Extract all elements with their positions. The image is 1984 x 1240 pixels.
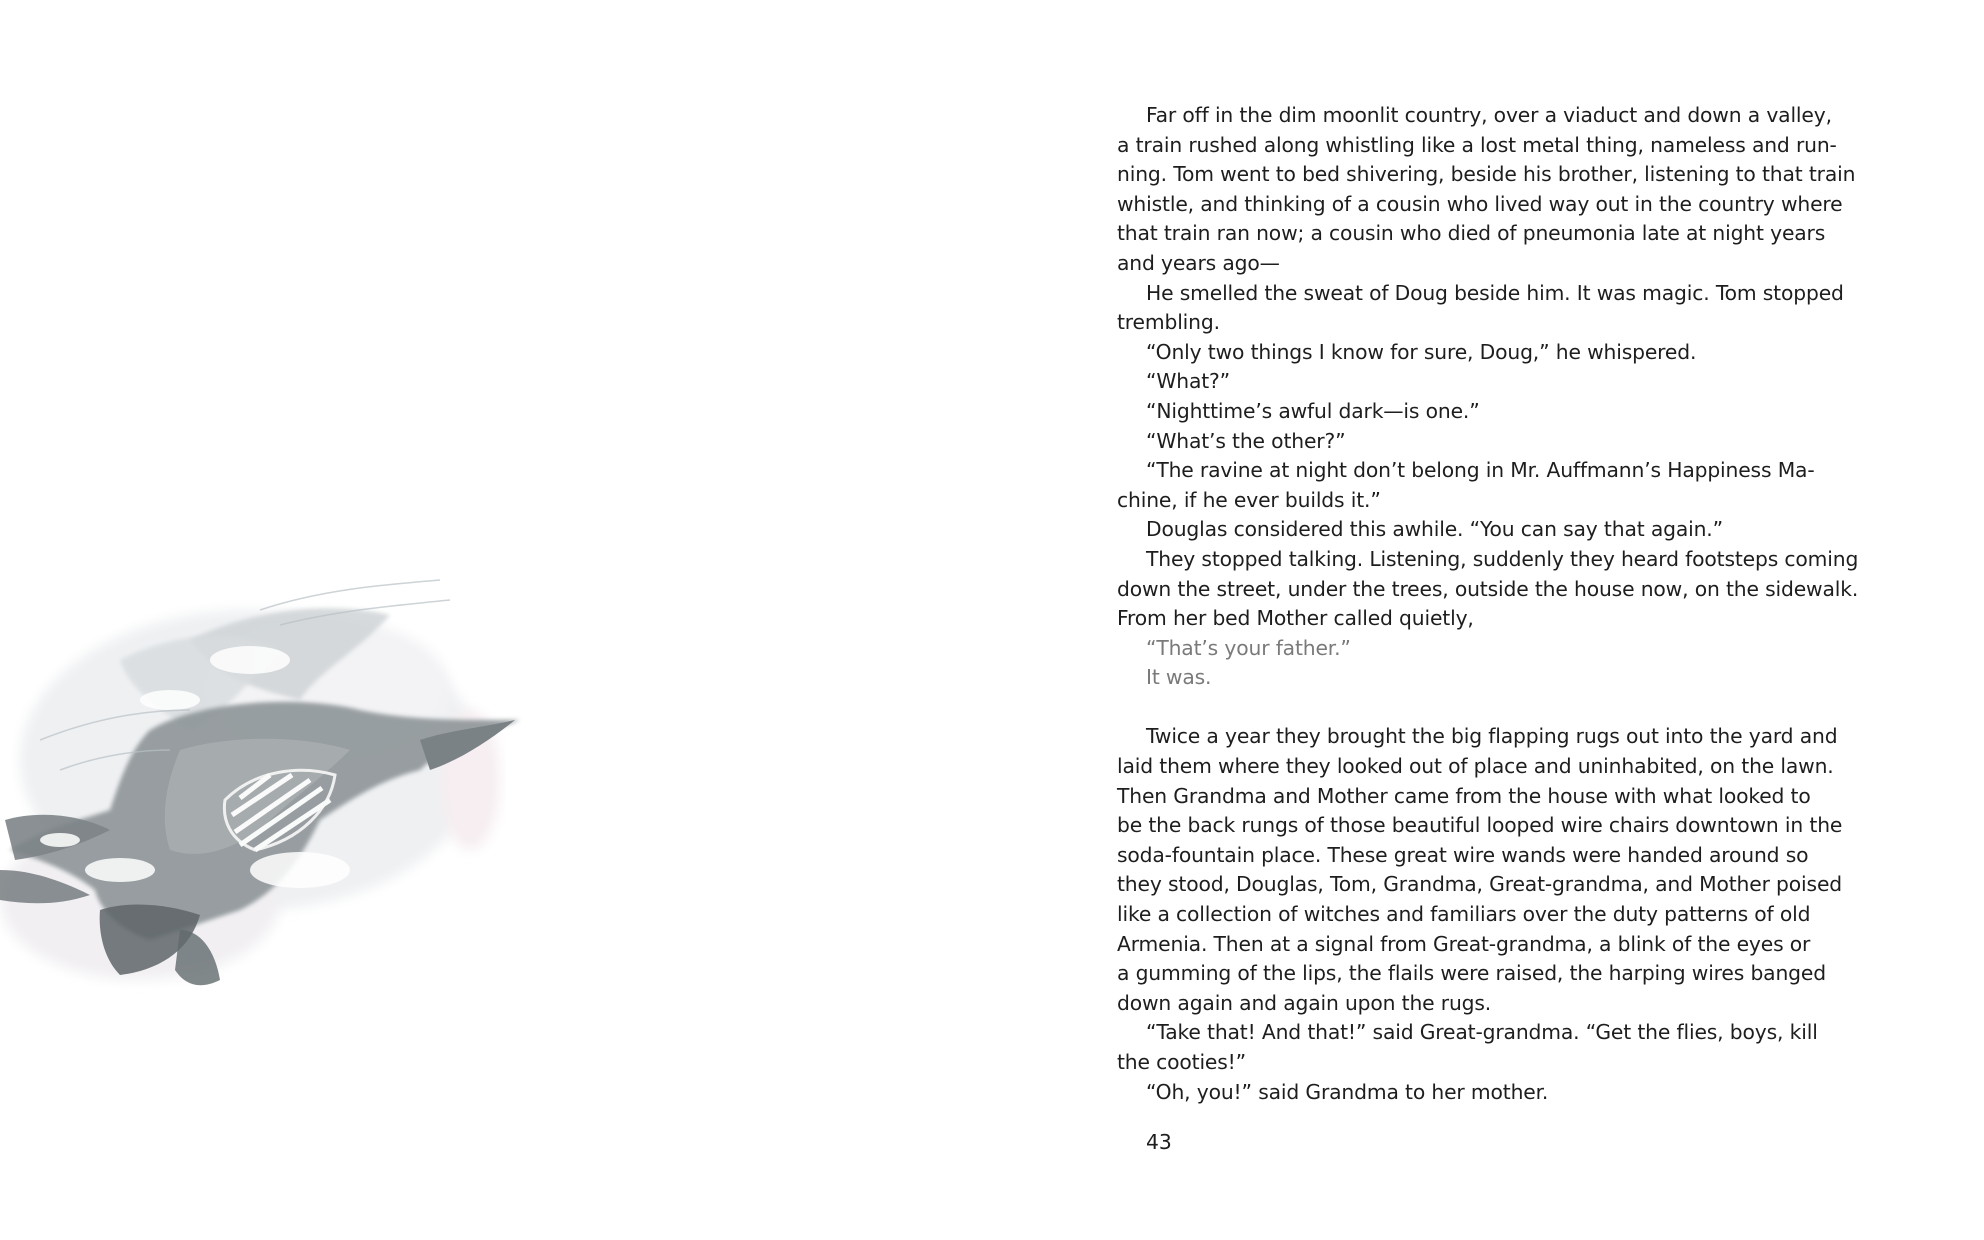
text-line: “Nighttime’s awful dark—is one.” (1146, 398, 1480, 423)
text-line: Then Grandma and Mother came from the house with what looked to (1117, 783, 1811, 808)
text-line: ning. Tom went to bed shivering, beside his brother, listening to that train (1117, 162, 1856, 187)
text-line: They stopped talking. Listening, suddenly they heard footsteps coming (1146, 546, 1859, 571)
text-line: “Take that! And that!” said Great-grandma. “Get the flies, boys, kill (1146, 1020, 1818, 1045)
text-line: “Only two things I know for sure, Doug,” he whispered. (1146, 339, 1697, 364)
text-line: a gumming of the lips, the flails were raised, the harping wires banged (1117, 961, 1826, 986)
text-line: trembling. (1117, 310, 1220, 335)
text-line: “That’s your father.” (1146, 635, 1351, 660)
text-line: Twice a year they brought the big flapping rugs out into the yard and (1146, 724, 1838, 749)
text-line: “What’s the other?” (1146, 428, 1346, 453)
text-line: Douglas considered this awhile. “You can say that again.” (1146, 517, 1723, 542)
text-line: like a collection of witches and familiars over the duty patterns of old (1117, 902, 1811, 927)
text-line: whistle, and thinking of a cousin who lived way out in the country where (1117, 191, 1843, 216)
text-line: soda-fountain place. These great wire wands were handed around so (1117, 842, 1809, 867)
text-line: and years ago— (1117, 250, 1280, 275)
crow-illustration-icon (0, 570, 560, 1050)
text-line: down the street, under the trees, outside the house now, on the sidewalk. (1117, 576, 1859, 601)
page-number: 43 (1146, 1130, 1172, 1154)
text-line: down again and again upon the rugs. (1117, 990, 1492, 1015)
text-line: Armenia. Then at a signal from Great-grandma, a blink of the eyes or (1117, 931, 1811, 956)
text-line: chine, if he ever builds it.” (1117, 487, 1381, 512)
text-line: From her bed Mother called quietly, (1117, 606, 1474, 631)
text-line: He smelled the sweat of Doug beside him. It was magic. Tom stopped (1146, 280, 1844, 305)
body-text (1117, 101, 1859, 1107)
text-line: “What?” (1146, 369, 1231, 394)
text-line: be the back rungs of those beautiful looped wire chairs downtown in the (1117, 813, 1843, 838)
text-line: It was. (1146, 665, 1212, 690)
text-line: that train ran now; a cousin who died of pneumonia late at night years (1117, 221, 1826, 246)
text-line: the cooties!” (1117, 1050, 1247, 1074)
section-break (1117, 693, 1797, 723)
text-line: Far off in the dim moonlit country, over a viaduct and down a valley, (1146, 103, 1832, 127)
text-line: a train rushed along whistling like a lost metal thing, nameless and run- (1117, 132, 1837, 157)
right-page (992, 0, 1984, 1240)
text-line: laid them where they looked out of place and uninhabited, on the lawn. (1117, 754, 1834, 779)
text-line: “Oh, you!” said Grandma to her mother. (1146, 1079, 1549, 1104)
text-line: “The ravine at night don’t belong in Mr. Auffmann’s Happiness Ma- (1146, 458, 1815, 483)
text-line: they stood, Douglas, Tom, Grandma, Great-grandma, and Mother poised (1117, 872, 1842, 897)
